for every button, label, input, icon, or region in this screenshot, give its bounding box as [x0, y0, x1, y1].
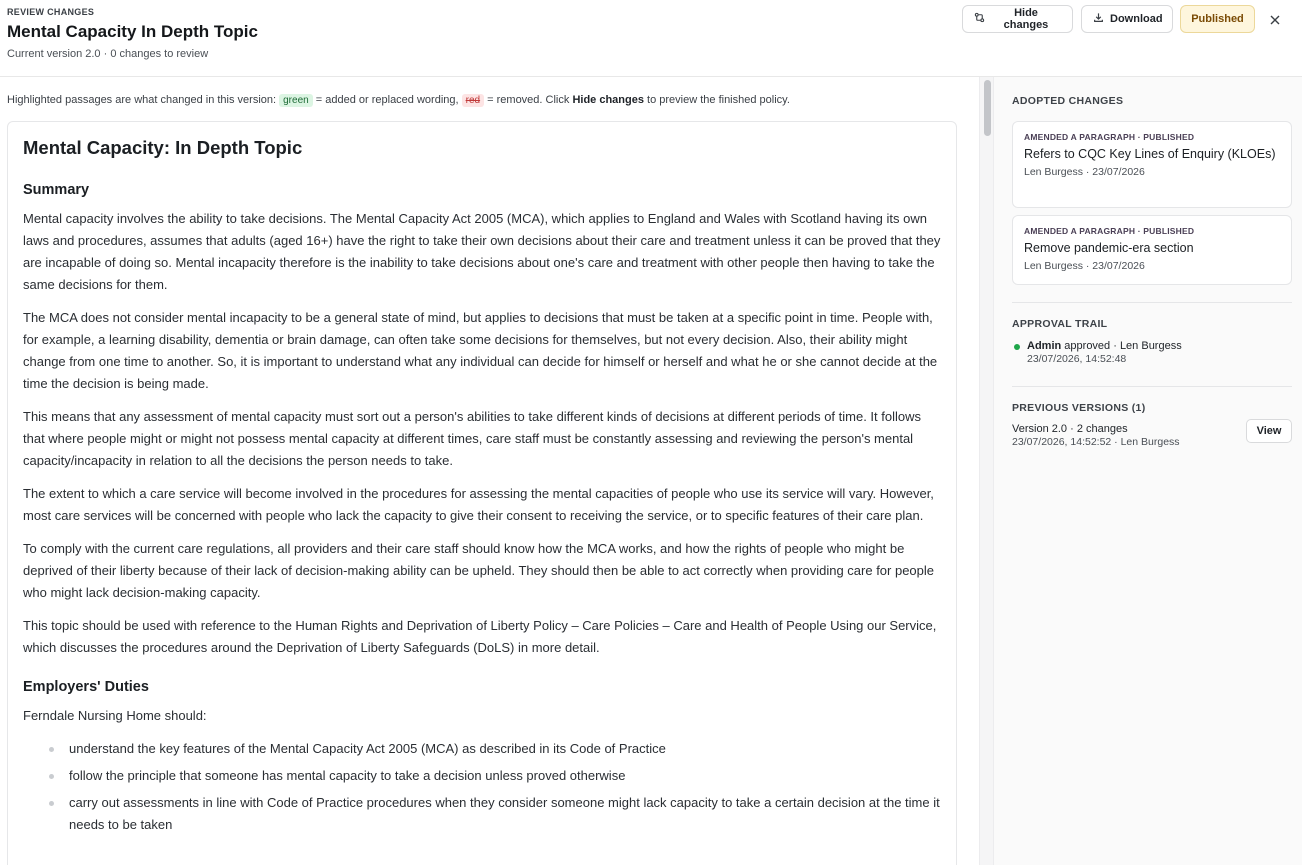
change-type-label: AMENDED A PARAGRAPH · PUBLISHED: [1024, 226, 1195, 236]
list-item: understand the key features of the Mental Capacity Act 2005 (MCA) as described in its Code of Practice: [23, 738, 941, 760]
published-status-button[interactable]: [1180, 5, 1255, 33]
hide-changes-button[interactable]: [962, 5, 1073, 33]
close-icon: [1269, 14, 1281, 26]
change-meta: Len Burgess · 23/07/2026: [1024, 166, 1145, 178]
previous-version-row: [1012, 423, 1292, 448]
approval-time: 23/07/2026, 14:52:48: [1027, 353, 1127, 365]
list-item: carry out assessments in line with Code of Practice procedures when they consider someone might lack capacity to take a certain decision at the time it needs to be taken: [23, 792, 941, 836]
legend-green-chip: green: [279, 94, 313, 107]
version-subtitle: Current version 2.0 · 0 changes to review: [7, 48, 209, 60]
eyebrow-label: REVIEW CHANGES: [7, 7, 95, 17]
download-button[interactable]: [1081, 5, 1173, 33]
approval-trail-entry: [1012, 340, 1292, 365]
change-meta: Len Burgess · 23/07/2026: [1024, 260, 1145, 272]
view-version-button[interactable]: View: [1246, 419, 1292, 443]
adopted-changes-heading: ADOPTED CHANGES: [1012, 95, 1124, 107]
download-label: Download: [1110, 13, 1163, 25]
divider: [1012, 386, 1292, 387]
close-button[interactable]: [1265, 10, 1285, 30]
paragraph: Mental capacity involves the ability to take decisions. The Mental Capacity Act 2005 (MCA), which applies to England and Wales with Scotland having its own laws and procedures, assumes that adults (aged 16+) have the right to take their own decisions about their care and treatment unless it can be proved that they are incapable of doing so. Mental incapacity therefore is the inability to take decisions about one's care and treatment with other people then having to take the same decisions for them.: [23, 211, 941, 292]
review-header: [0, 0, 1302, 77]
change-card[interactable]: [1012, 215, 1292, 285]
change-card[interactable]: [1012, 121, 1292, 208]
duties-intro: Ferndale Nursing Home should:: [23, 708, 207, 723]
paragraph: This means that any assessment of mental capacity must sort out a person's abilities to take different kinds of decisions at different periods of time. It follows that where people might or might not possess mental capacity at different times, care staff must be constantly assessing and reviewing the person's mental capacity/incapacity in relation to all the decisions the person needs to take.: [23, 409, 921, 468]
policy-document: [7, 121, 957, 865]
compare-icon: [974, 12, 985, 26]
document-title: Mental Capacity: In Depth Topic: [23, 137, 303, 158]
legend-green-text: = added or replaced wording,: [315, 94, 459, 106]
scrollbar-thumb[interactable]: [984, 80, 991, 136]
legend-tail: to preview the finished policy.: [647, 94, 790, 106]
change-legend: [7, 94, 790, 106]
change-type-label: AMENDED A PARAGRAPH · PUBLISHED: [1024, 132, 1195, 142]
approval-actor: Admin: [1027, 340, 1062, 352]
change-title: Refers to CQC Key Lines of Enquiry (KLOEs): [1024, 147, 1276, 161]
version-label: Version 2.0 · 2 changes: [1012, 423, 1128, 435]
paragraph: The extent to which a care service will become involved in the procedures for assessing the mental capacities of people who use its service will vary. However, most care services will be concerned with people who lack the capacity to give their consent to receiving the service, or to specific features of their care plan.: [23, 486, 934, 523]
divider: [1012, 302, 1292, 303]
legend-red-chip: red: [462, 94, 484, 107]
change-title: Remove pandemic-era section: [1024, 241, 1194, 255]
summary-heading: Summary: [23, 182, 90, 198]
paragraph: The MCA does not consider mental incapacity to be a general state of mind, but applies to decisions that must be taken at a specific point in time. People with, for example, a learning disability, dementia or brain damage, can often take some decisions for themselves, but not every decision. Also, their ability might change from one time to another. So, it is important to understand what any individual can decide for himself or herself and what he or she cannot decide at the time the decision is being made.: [23, 310, 938, 391]
version-meta: 23/07/2026, 14:52:52 · Len Burgess: [1012, 436, 1180, 448]
previous-versions-heading: PREVIOUS VERSIONS (1): [1012, 402, 1146, 414]
page-title: Mental Capacity In Depth Topic: [7, 22, 258, 41]
approval-action: approved · Len Burgess: [1064, 340, 1182, 352]
legend-lead: Highlighted passages are what changed in this version:: [7, 94, 277, 106]
hide-changes-label: Hide changes: [1003, 7, 1049, 31]
duties-list: [23, 738, 941, 836]
document-scrollbar[interactable]: [979, 77, 994, 865]
duties-heading: Employers' Duties: [23, 679, 149, 695]
review-sidebar: [994, 77, 1302, 865]
paragraph: To comply with the current care regulations, all providers and their care staff should know how the MCA works, and how the rights of people who might be deprived of their liberty because of their lack of decision-making ability can be upheld. They should then be able to act correctly when providing care for people who might lack decision-making capacity.: [23, 541, 935, 600]
legend-hide-changes: Hide changes: [572, 94, 644, 106]
approval-trail-heading: APPROVAL TRAIL: [1012, 318, 1108, 330]
paragraph: This topic should be used with reference to the Human Rights and Deprivation of Liberty Policy – Care Policies – Care and Health of People Using our Service, which discusses the procedures around the Deprivation of Liberty Safeguards (DoLS) in more detail.: [23, 618, 937, 655]
published-label: Published: [1191, 13, 1244, 25]
approval-line: [1027, 340, 1292, 352]
download-icon: [1093, 12, 1104, 26]
approved-status-dot: [1014, 344, 1020, 350]
list-item: follow the principle that someone has mental capacity to take a decision unless proved otherwise: [23, 765, 941, 787]
legend-red-text: = removed. Click: [487, 94, 570, 106]
document-pane: [0, 77, 979, 865]
